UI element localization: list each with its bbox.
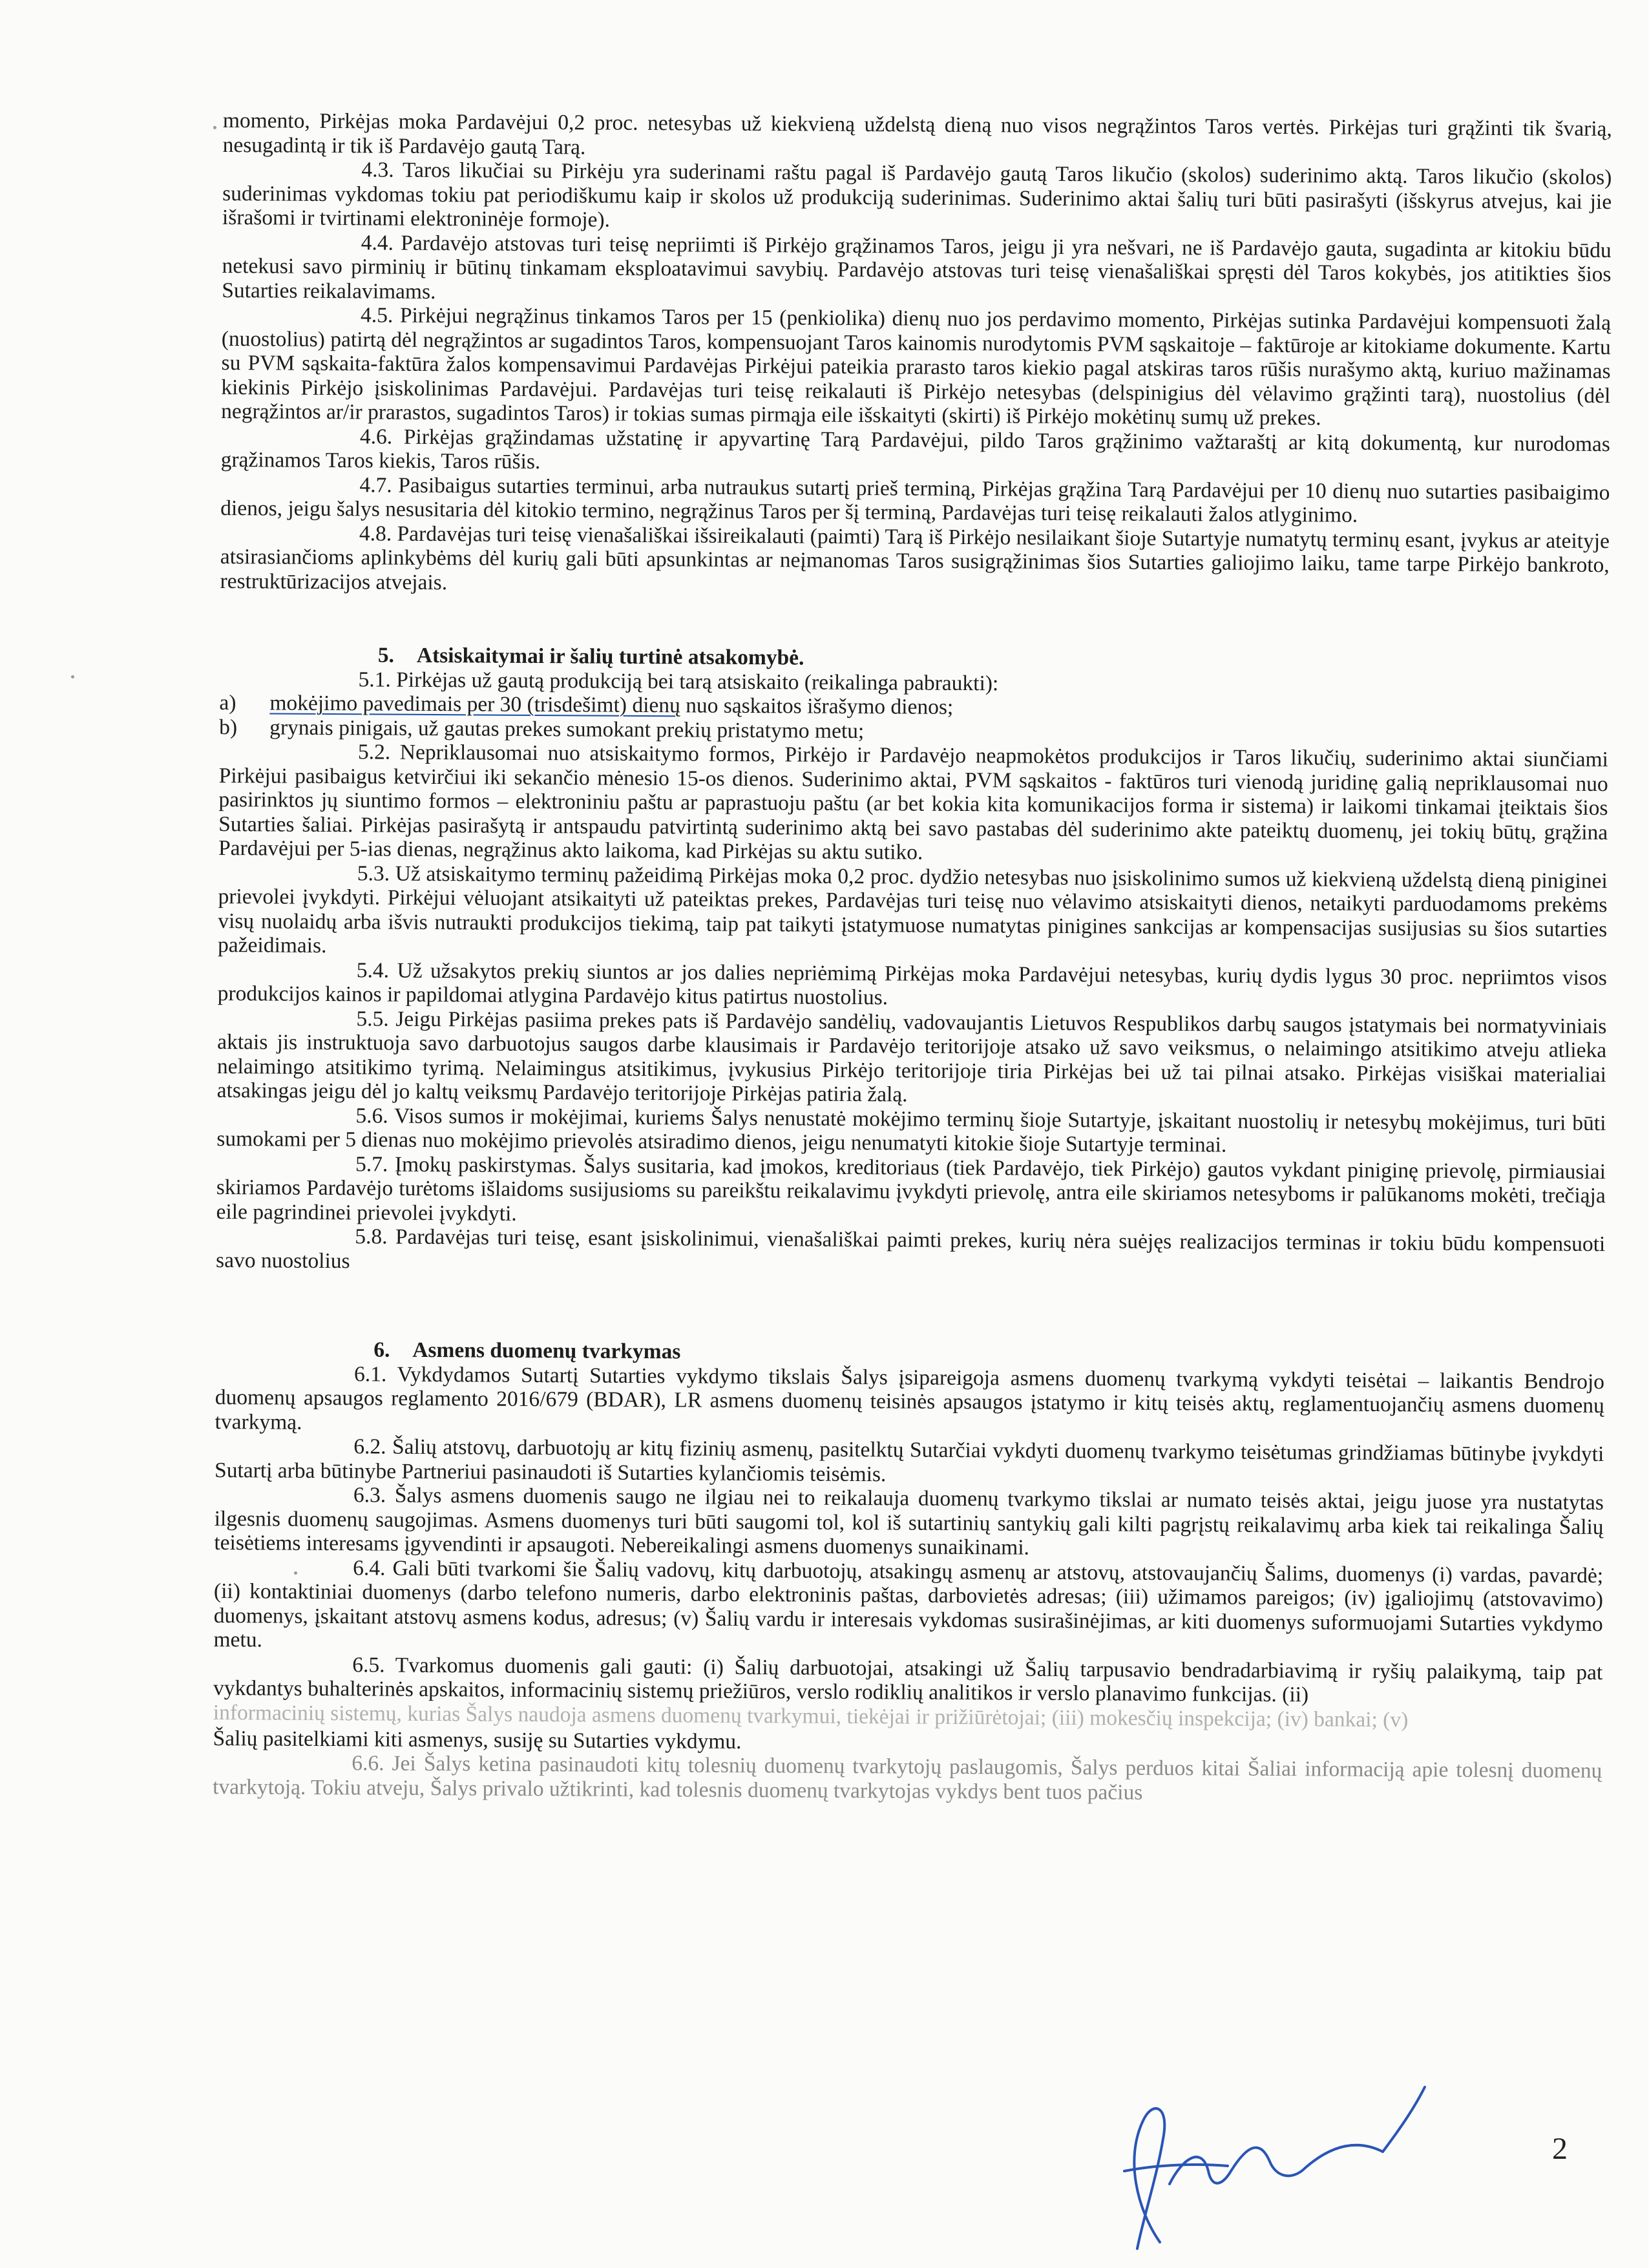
- section-6-title: Asmens duomenų tvarkymas: [412, 1338, 681, 1364]
- page-number: 2: [1552, 2132, 1568, 2166]
- option-a-text: [269, 691, 953, 719]
- paragraph-6-2: 6.2. Šalių atstovų, darbuotojų ar kitų fizinių asmenų, pasitelktų Sutarčiai vykdyti duomenų tvarkymo teisėtumas grindžiamas būtinybe įvykdyti Sutartį arba būtinybe Partneriui pasinaudoti iš Sutarties kylančiomis teisėmis.: [215, 1434, 1604, 1486]
- paragraph-5-7: 5.7. Įmokų paskirstymas. Šalys susitaria, kad įmokos, kreditoriaus (tiek Pardavėjo, tiek Pirkėjo) gautos vykdant piniginę prievolę, pirmiausiai skiriamos Pardavėjo turėtoms išlaidoms susijusioms su pareikštu reikalavimu įvykdyti prievolę, antra eile skiriamos netesyboms ir palūkanoms mokėti, trečiąja eile pagrindinei prievolei įvykdyti.: [216, 1151, 1606, 1226]
- paragraph-6-4: 6.4. Gali būti tvarkomi šie Šalių vadovų, kitų darbuotojų, atsakingų asmenų ar atstovų, atstovaujančių Šalims, duomenys (i) vardas, pavardė; (ii) kontaktiniai duomenys (darbo telefono numeris, darbo elektroninis paštas, darbovietės adresas; (iii) užimamos pareigos; (iv) įgaliojimų (atstovavimo) duomenys, įskaitant atstovų asmens kodus, adresus; (v) Šalių vardu ir interesais vykdomas susirašinėjimas, ar kiti duomenys suformuojami Sutarties vykdymo metu.: [213, 1555, 1604, 1652]
- paragraph-6-6: 6.6. Jei Šalys ketina pasinaudoti kitų tolesnių duomenų tvarkytojų paslaugomis, Šalys perduos kitai Šaliai informaciją apie tolesnį duomenų tvarkytoją. Tokiu atveju, Šalys privalo užtikrinti, kad tolesnis duomenų tvarkytojas vykdys bent tuos pačius: [213, 1751, 1602, 1805]
- paragraph-5-1: 5.1. Pirkėjas už gautą produkciją bei tarą atsiskaito (reikalinga pabraukti):: [358, 667, 999, 695]
- paragraph-4-2-continuation: momento, Pirkėjas moka Pardavėjui 0,2 proc. netesybas už kiekvieną uždelstą dieną nuo visos negrąžintos Taros vertės. Pirkėjas turi grąžinti tik švarią, nesugadintą ir tik iš Pardavėjo gautą Tarą.: [222, 109, 1612, 159]
- paragraph-6-5-end: Šalių pasitelkiami kiti asmenys, susiję su Sutarties vykdymu.: [213, 1726, 742, 1754]
- paragraph-5-2: 5.2. Nepriklausomai nuo atsiskaitymo formos, Pirkėjo ir Pardavėjo neapmokėtos produkcijos ir Taros likučių, suderinimo aktai siunčiami Pirkėjui pasibaigus ketvirčiui iki sekančio mėnesio 15-os dienos. Suderinimo aktai, PVM sąskaitos - faktūros turi vienodą juridinę galią nepriklausomai nuo pasirinktos jų siuntimo formos – elektroniniu paštu ar paprastuoju paštu (ar bet kokia kita komunikacijos forma ir sistema) ir laikomi tinkamai įteiktais šios Sutarties šaliai. Pirkėjas pasirašytą ir antspaudu patvirtintą suderinimo aktą bei savo pastabas dėl suderinimo akte pateiktų duomenų, jei tokių būtų, grąžina Pardavėjui per 5-ias dienas, negrąžinus akto laikoma, kad Pirkėjas su aktu sutiko.: [218, 740, 1608, 865]
- paragraph-6-5: 6.5. Tvarkomus duomenis gali gauti: (i) Šalių darbuotojai, atsakingi už Šalių tarpusavio bendradarbiavimą ir ryšių palaikymą, taip pat vykdantys buhalterinės apskaitos, informacinių sistemų priežiūros, verslo rodiklių analitikos ir verslo planavimo funkcijas. (ii): [213, 1652, 1603, 1707]
- section-5-number: 5.: [377, 643, 395, 667]
- paragraph-5-6: 5.6. Visos sumos ir mokėjimai, kuriems Šalys nenustatė mokėjimo terminų šioje Sutartyje, įskaitant nuostolių ir netesybų mokėjimus, turi būti sumokami per 5 dienas nuo mokėjimo prievolės atsiradimo dienos, jeigu nenumatyti kitokie šioje Sutartyje terminai.: [216, 1103, 1606, 1157]
- section-gap: [220, 593, 1609, 651]
- paragraph-5-5: 5.5. Jeigu Pirkėjas pasiima prekes pats iš Pardavėjo sandėlių, vadovaujantis Lietuvos Respublikos darbų saugos įstatymais bei normatyviniais aktais jis instruktuoja savo darbuotojus saugos darbe klausimais ir Pardavėjo teritorijoje atsako už savo veiksmus, o nelaimingo atsitikimo atveju atlieka nelaimingo atsitikimo tyrimą. Nelaimingus atsitikimus, įvykusius Pirkėjo teritorijoje tiria Pirkėjas bei už tai pilnai atsako. Pirkėjas visiškai materialiai atsakingas jeigu dėl jo kaltų veiksmų Pardavėjo teritorijoje Pirkėjas patiria žalą.: [216, 1006, 1607, 1107]
- paragraph-4-4: 4.4. Pardavėjo atstovas turi teisę nepriimti iš Pirkėjo grąžinamos Taros, jeigu ji yra nešvari, ne iš Pardavėjo gauta, sugadinta ar kitokiu būdu netekusi savo pirminių ir būtinų tinkamam eksploatavimui savybių. Pardavėjo atstovas turi teisę vienašališkai spręsti dėl Taros kokybės, jos atitikties šios Sutarties reikalavimams.: [222, 230, 1612, 304]
- scan-speck: [213, 126, 216, 129]
- paragraph-4-6: 4.6. Pirkėjas grąžindamas užstatinę ir apyvartinę Tarą Pardavėjui, pildo Taros grąžinimo važtaraštį ar kitą dokumentą, kur nurodomas grąžinamos Taros kiekis, Taros rūšis.: [220, 424, 1610, 474]
- section-6-number: 6.: [373, 1338, 390, 1362]
- paragraph-4-5: 4.5. Pirkėjui negrąžinus tinkamos Taros per 15 (penkiolika) dienų nuo jos perdavimo momento, Pirkėjas sutinka Pardavėjui kompensuoti žalą (nuostolius) patirtą dėl negrąžintos ar sugadintos Taros, kompensuojant Taros kainomis nurodytomis PVM sąskaitoje – faktūroje ar kitokiame dokumente. Kartu su PVM sąskaita-faktūra žalos kompensavimui Pardavėjas Pirkėjui pateikia prarasto taros kiekio pagal atskiras taros rūšis nurašymo aktą, kuriuo mažinamas kiekinis Pirkėjo įsiskolinimas Pardavėjui. Pardavėjas turi teisę reikalauti iš Pirkėjo netesybas (delspinigius dėl vėlavimo grąžinti tarą), nuostolius (dėl negrąžintos ar/ir prarastos, sugadintos Taros) ir tokias sumas pirmąja eile išskaityti (skirti) iš Pirkėjo mokėtinų sumų už prekes.: [221, 303, 1612, 430]
- option-b-text: grynais pinigais, už gautas prekes sumokant prekių pristatymo metu;: [269, 715, 865, 743]
- paragraph-5-8: 5.8. Pardavėjas turi teisę, esant įsiskolinimui, vienašališkai paimti prekes, kurių nėra suėjęs realizacijos terminas ir tokiu būdu kompensuoti savo nuostolius: [216, 1224, 1606, 1273]
- paragraph-4-8: 4.8. Pardavėjas turi teisę vienašališkai išsireikalauti (paimti) Tarą iš Pirkėjo nesilaikant šioje Sutartyje numatytų terminų esant, įvykus ar ateityje atsirasiančioms aplinkybėms dėl kurių gali būti apsunkintas ar neįmanomas Taros susigrąžinimas šios Sutarties galiojimo laiku, tame tarpe Pirkėjo bankroto, restruktūrizacijos atvejais.: [220, 521, 1610, 594]
- paragraph-4-7: 4.7. Pasibaigus sutarties terminui, arba nutraukus sutartį prieš terminą, Pirkėjas grąžina Tarą Pardavėjui per 10 dienų nuo sutarties pasibaigimo dienos, jeigu šalys nesusitaria dėl kitokio termino, negrąžinus Taros per šį terminą, Pardavėjas turi teisę reikalauti žalos atlyginimo.: [220, 472, 1610, 527]
- section-5-title: Atsiskaitymai ir šalių turtinė atsakomybė.: [416, 643, 804, 670]
- scan-speck: [294, 1571, 297, 1575]
- paragraph-5-4: 5.4. Už užsakytos prekių siuntos ar jos dalies nepriėmimą Pirkėjas moka Pardavėjui netesybas, kurių dydis lygus 30 proc. nepriimtos visos produkcijos kainos ir papildomai atlygina Pardavėjo kitus patirtus nuostolius.: [217, 958, 1607, 1010]
- paragraph-6-5-faint-line: informacinių sistemų, kurias Šalys naudoja asmens duomenų tvarkymui, tiekėjai ir prižiūrėtojai; (iii) mokesčių inspekcija; (iv) bankai; (v): [213, 1700, 1409, 1732]
- option-a-underlined-text: mokėjimo pavedimais per 30 (trisdešimt) dienų: [269, 691, 680, 718]
- option-b-label: b): [219, 715, 238, 739]
- paragraph-6-1: 6.1. Vykdydamos Sutartį Sutarties vykdymo tikslais Šalys įsipareigoja asmens duomenų tvarkymą vykdyti teisėtai – laikantis Bendrojo duomenų apsaugos reglamento 2016/679 (BDAR), LR asmens duomenų teisinės apsaugos įstatymo ir kitų teisės aktų, reglamentuojančių asmens duomenų tvarkymą.: [215, 1361, 1605, 1434]
- option-a-rest: nuo sąskaitos išrašymo dienos;: [680, 693, 954, 719]
- scan-speck: [71, 675, 74, 678]
- document-body: [213, 109, 1612, 1807]
- option-a-label: a): [219, 690, 236, 715]
- paragraph-5-3: 5.3. Už atsiskaitymo terminų pažeidimą Pirkėjas moka 0,2 proc. dydžio netesybas nuo įsiskolinimo sumos už kiekvieną uždelstą dieną piniginei prievolei įvykdyti. Pirkėjui vėluojant atsikaityti už pateiktas prekes, Pardavėjas turi teisę nuo vėlavimo atsiskaityti dienos, netaikyti parduodamoms prekėms visų nuolaidų arba išvis nutraukti produkcijos tiekimą, taip pat taikyti įstatymuose numatytas pinigines sankcijas ar kompensacijas susijusias su šios sutarties pažeidimais.: [217, 861, 1608, 958]
- paragraph-6-3: 6.3. Šalys asmens duomenis saugo ne ilgiau nei to reikalauja duomenų tvarkymo tikslai ar numato teisės aktai, jeigu juose yra nustatytas ilgesnis duomenų saugojimas. Asmens duomenys turi būti saugomi tol, kol iš sutartinių santykių gali kilti pagrįstų reikalavimų arba kiek tai reikalinga Šalių teisėtiems interesams įgyvendinti ir apsaugoti. Nebereikalingi asmens duomenys sunaikinami.: [214, 1483, 1604, 1560]
- paragraph-4-3: 4.3. Taros likučiai su Pirkėju yra suderinami raštu pagal iš Pardavėjo gautą Taros likučio (skolos) suderinimo aktą. Taros likučio (skolos) suderinimas vykdomas tokiu pat periodiškumu kaip ir skolos už produkciją suderinimas. Suderinimo aktai šalių turi būti pasirašyti (išskyrus atvejus, kai jie išrašomi ir tvirtinami elektroninėje formoje).: [222, 158, 1612, 232]
- handwritten-signature: [1098, 2048, 1434, 2262]
- section-gap: [215, 1272, 1605, 1345]
